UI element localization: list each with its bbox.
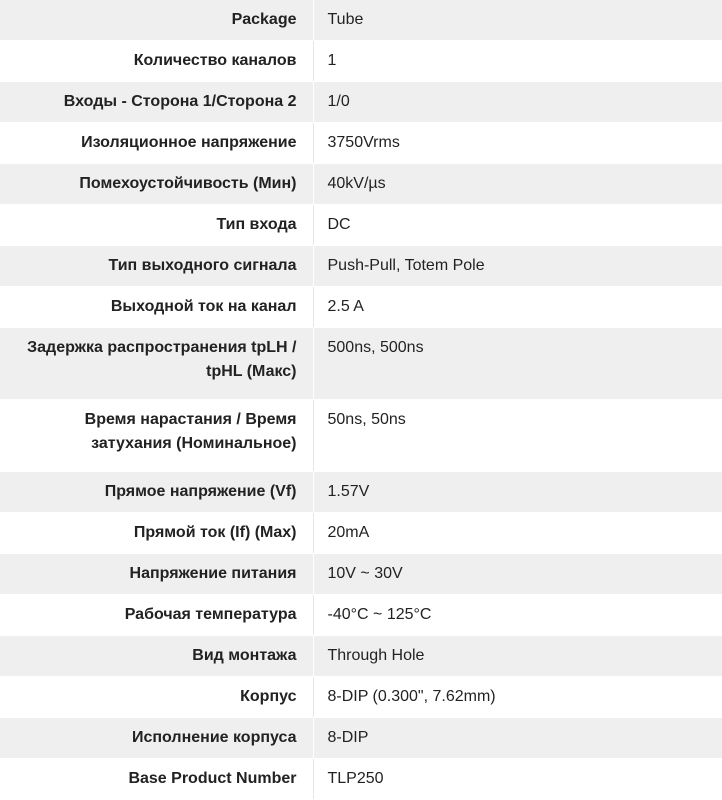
spec-label: Выходной ток на канал bbox=[0, 287, 313, 328]
spec-value: DC bbox=[313, 205, 722, 246]
table-row bbox=[0, 328, 722, 400]
table-row bbox=[0, 677, 722, 718]
spec-label: Изоляционное напряжение bbox=[0, 123, 313, 164]
spec-value: 1.57V bbox=[313, 472, 722, 513]
table-row bbox=[0, 41, 722, 82]
spec-value: 8-DIP bbox=[313, 718, 722, 759]
spec-label: Задержка распространения tpLH / tpHL (Макс) bbox=[0, 328, 313, 400]
table-row bbox=[0, 472, 722, 513]
table-row bbox=[0, 400, 722, 472]
table-row bbox=[0, 246, 722, 287]
spec-value: 3750Vrms bbox=[313, 123, 722, 164]
spec-value: Through Hole bbox=[313, 636, 722, 677]
table-row bbox=[0, 595, 722, 636]
table-row bbox=[0, 718, 722, 759]
table-row bbox=[0, 123, 722, 164]
spec-value: 2.5 A bbox=[313, 287, 722, 328]
spec-value: 8-DIP (0.300", 7.62mm) bbox=[313, 677, 722, 718]
spec-value: 10V ~ 30V bbox=[313, 554, 722, 595]
table-row bbox=[0, 164, 722, 205]
spec-value: Tube bbox=[313, 0, 722, 41]
spec-value: 1 bbox=[313, 41, 722, 82]
spec-value: 1/0 bbox=[313, 82, 722, 123]
spec-label: Корпус bbox=[0, 677, 313, 718]
table-row bbox=[0, 82, 722, 123]
spec-label: Входы - Сторона 1/Сторона 2 bbox=[0, 82, 313, 123]
table-row bbox=[0, 287, 722, 328]
spec-label: Base Product Number bbox=[0, 759, 313, 800]
spec-value: 40kV/µs bbox=[313, 164, 722, 205]
spec-value: 50ns, 50ns bbox=[313, 400, 722, 472]
spec-value: -40°C ~ 125°C bbox=[313, 595, 722, 636]
spec-label: Время нарастания / Время затухания (Номинальное) bbox=[0, 400, 313, 472]
table-row bbox=[0, 759, 722, 800]
table-row bbox=[0, 205, 722, 246]
spec-label: Прямой ток (If) (Max) bbox=[0, 513, 313, 554]
spec-label: Тип входа bbox=[0, 205, 313, 246]
spec-label: Вид монтажа bbox=[0, 636, 313, 677]
table-row bbox=[0, 636, 722, 677]
spec-value: TLP250 bbox=[313, 759, 722, 800]
spec-label: Напряжение питания bbox=[0, 554, 313, 595]
spec-label: Package bbox=[0, 0, 313, 41]
spec-label: Тип выходного сигнала bbox=[0, 246, 313, 287]
table-row bbox=[0, 513, 722, 554]
spec-label: Исполнение корпуса bbox=[0, 718, 313, 759]
spec-label: Рабочая температура bbox=[0, 595, 313, 636]
spec-label: Помехоустойчивость (Мин) bbox=[0, 164, 313, 205]
table-row bbox=[0, 554, 722, 595]
spec-label: Прямое напряжение (Vf) bbox=[0, 472, 313, 513]
spec-value: Push-Pull, Totem Pole bbox=[313, 246, 722, 287]
table-row bbox=[0, 0, 722, 41]
spec-value: 20mA bbox=[313, 513, 722, 554]
spec-label: Количество каналов bbox=[0, 41, 313, 82]
spec-value: 500ns, 500ns bbox=[313, 328, 722, 400]
